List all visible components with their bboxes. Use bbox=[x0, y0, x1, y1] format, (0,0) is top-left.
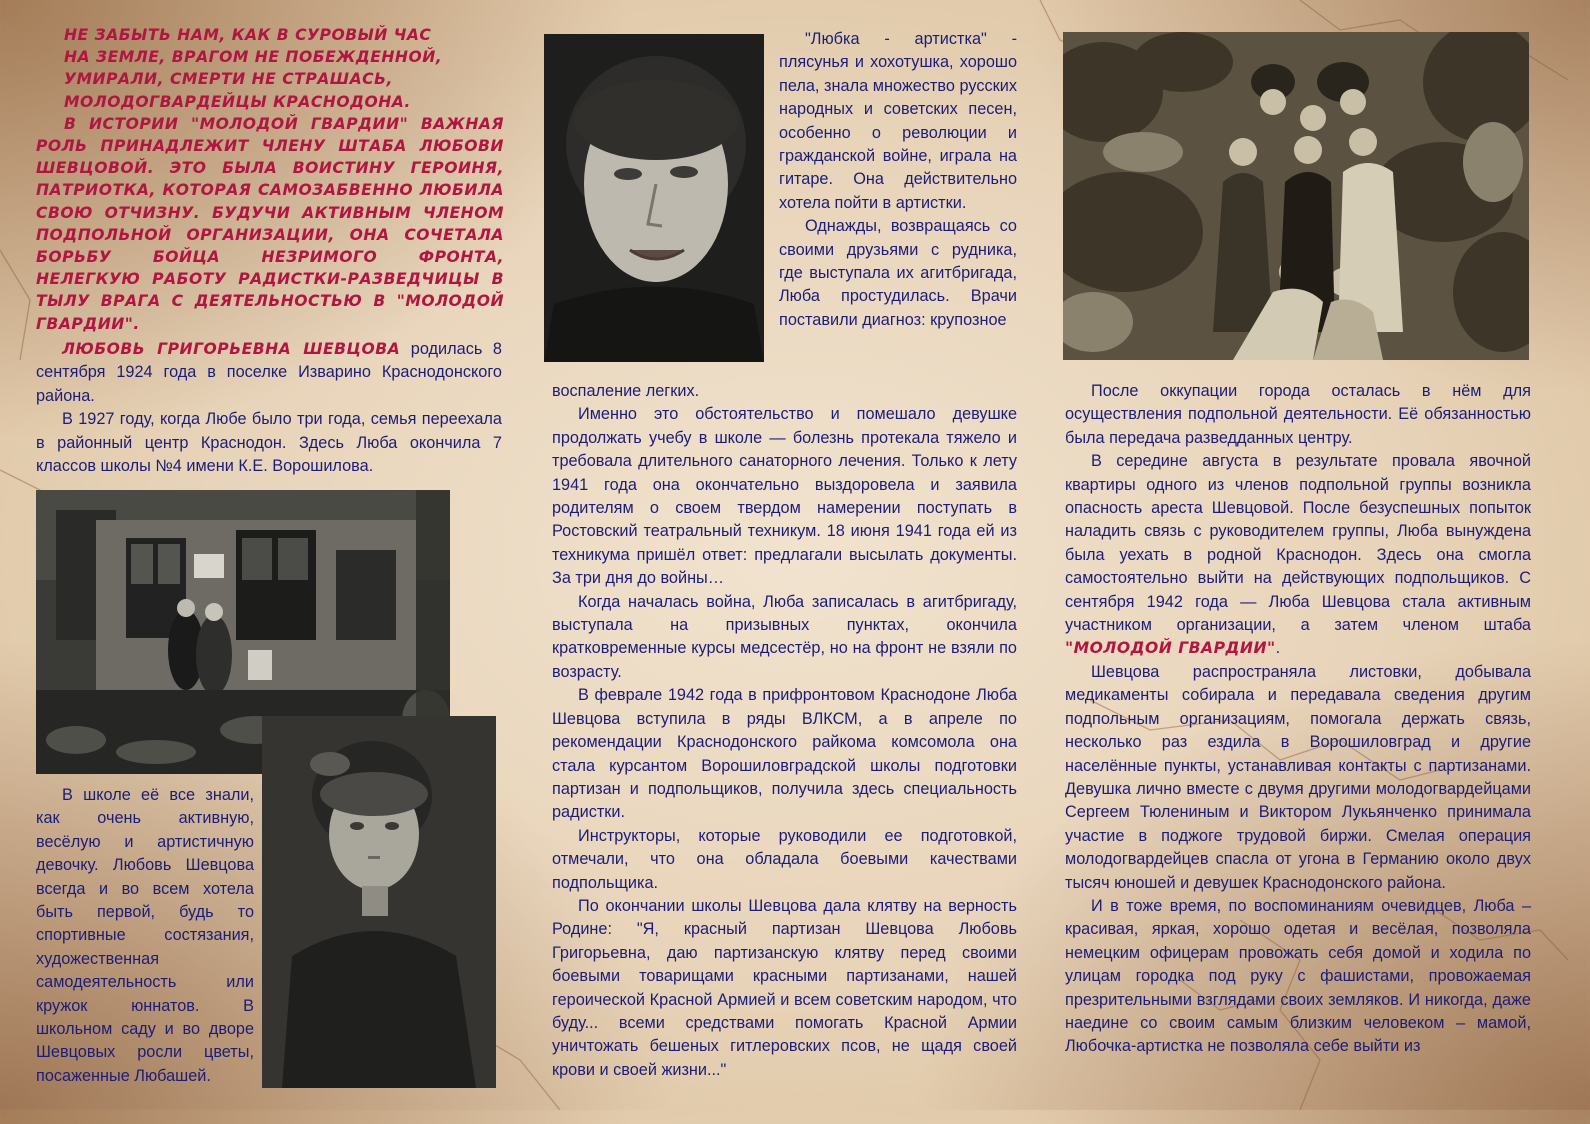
org-name: "МОЛОДОЙ ГВАРДИИ" bbox=[1065, 639, 1276, 658]
col1-top bbox=[36, 338, 502, 478]
poem-line: УМИРАЛИ, СМЕРТИ НЕ СТРАШАСЬ, bbox=[64, 70, 393, 89]
col1-p3: В школе её все знали, как очень активную, весёлую и артистичную девочку. Любовь Шевцова всегда и во всем хотела быть первой, будь то спортивные состязания, художественная самодеятельность или кружок юннатов. В школьном саду и во дворе Шевцовых росли цветы, посаженные Любашей. bbox=[36, 786, 254, 1085]
col2-para: Именно это обстоятельство и помешало девушке продолжать учебу в школе — болезнь протекала тяжело и требовала длительного санаторного лечения. Только к лету 1941 года она окончательно выздоровела и заявила родителям о своем твердом намерении поступать в Ростовский театральный техникум. 18 июня 1941 года ей из техникума пришёл ответ: предлагали высылать документы. За три дня до войны… bbox=[552, 405, 1017, 588]
col3-main bbox=[1065, 380, 1531, 1059]
poem-line: МОЛОДОГВАРДЕЙЦЫ КРАСНОДОНА. bbox=[64, 92, 411, 111]
col3-p2: В середине августа в результате провала явочной квартиры одного из членов подпольной группы возникла опасность ареста Шевцовой. После безуспешных попыток наладить связь с руководителем группы, Люба вынуждена была уехать в родной Краснодон. Здесь она смогла самостоятельно выйти на действующих подпольщиков. С сентября 1942 года — Люба Шевцова стала активным участником организации, а затем членом штаба bbox=[1065, 452, 1531, 635]
hero-name: ЛЮБОВЬ ГРИГОРЬЕВНА ШЕВЦОВА bbox=[62, 340, 401, 358]
col2-para: Инструкторы, которые руководили ее подготовкой, отмечали, что она обладала боевыми качествами подпольщика. bbox=[552, 826, 1017, 892]
col3-p2-end: . bbox=[1275, 639, 1281, 658]
photo-portrait bbox=[544, 34, 764, 362]
poem-line: НА ЗЕМЛЕ, ВРАГОМ НЕ ПОБЕЖДЕННОЙ, bbox=[64, 48, 443, 67]
col2-main bbox=[552, 380, 1017, 1082]
intro-paragraph: В ИСТОРИИ "МОЛОДОЙ ГВАРДИИ" ВАЖНАЯ РОЛЬ ПРИНАДЛЕЖИТ ЧЛЕНУ ШТАБА ЛЮБОВИ ШЕВЦОВОЙ. ЭТО БЫЛА ВОИСТИНУ ГЕРОИНЯ, ПАТРИОТКА, КОТОРАЯ САМОЗАБВЕННО ЛЮБИЛА СВОЮ ОТЧИЗНУ. БУДУЧИ АКТИВНЫМ ЧЛЕНОМ ПОДПОЛЬНОЙ ОРГАНИЗАЦИИ, ОНА СОЧЕТАЛА БОРЬБУ БОЙЦА НЕЗРИМОГО ФРОНТА, НЕЛЕГКУЮ РАБОТУ РАДИСТКИ-РАЗВЕДЧИЦЫ В ТЫЛУ ВРАГА С ДЕЯТЕЛЬНОСТЬЮ В "МОЛОДОЙ ГВАРДИИ". bbox=[36, 114, 504, 333]
col2-side-p2: Однажды, возвращаясь со своими друзьями с рудника, где выступала их агитбригада, Люба простудилась. Врачи поставили диагноз: крупозное bbox=[779, 217, 1017, 329]
col3-p4: И в тоже время, по воспоминаниям очевидцев, Люба – красивая, яркая, хорошо одетая и весёлая, позволяла немецким офицерам провожать себя домой и ходила по улицам городка под руку с фашистами, провожаемая презрительными взглядами своих земляков. И никогда, даже наедине со своим самым близким человеком – мамой, Любочка-артистка не позволяла себе выйти из bbox=[1065, 896, 1531, 1056]
col2-side bbox=[779, 28, 1017, 332]
col2-para: Когда началась война, Люба записалась в агитбригаду, выступала на призывных пунктах, окончила кратковременные курсы медсестёр, но на фронт не взяли по возрасту. bbox=[552, 592, 1017, 681]
col1-bottom bbox=[36, 784, 254, 1088]
photo-group bbox=[1063, 32, 1529, 360]
col2-side-p1: "Любка - артистка" - плясунья и хохотушка, хорошо пела, знала множество русских народных и советских песен, особенно о революции и гражданской войне, играла на гитаре. Она действительно хотела пойти в артистки. bbox=[779, 30, 1017, 212]
col1-p1: родилась 8 сентября 1924 года в поселке Изварино Краснодонского района. bbox=[36, 340, 502, 405]
col3-p1: После оккупации города осталась в нём для осуществления подпольной деятельности. Её обязанностью была передача разведданных центру. bbox=[1065, 382, 1531, 447]
col1-p2: В 1927 году, когда Любе было три года, семья переехала в районный центр Краснодон. Здесь Люба окончила 7 классов школы №4 имени К.Е. Ворошилова. bbox=[36, 410, 502, 476]
photo-child bbox=[262, 716, 496, 1088]
col2-cont: воспаление легких. bbox=[552, 382, 700, 400]
col3-p3: Шевцова распространяла листовки, добывала медикаменты собирала и передавала сведения другим подпольным организациям, помогала держать связь, несколько раз ездила в Ворошиловград и другие населённые пункты, устанавливая контакты с партизанами. Девушка лично вместе с двумя другими молодогвардейцами Сергеем Тюлениным и Виктором Лукьянченко принимала участие в поджоге трудовой биржи. Смелая операция молодогвардейцев спасла от угона в Германию около двух тысяч юношей и девушек Краснодонского района. bbox=[1065, 662, 1531, 892]
poem-line: НЕ ЗАБЫТЬ НАМ, КАК В СУРОВЫЙ ЧАС bbox=[64, 26, 432, 44]
col2-para: По окончании школы Шевцова дала клятву на верность Родине: "Я, красный партизан Шевцова Любовь Григорьевна, даю партизанскую клятву перед своими боевыми товарищами красными партизанами, нашей героической Красной Армией и всем советским народом, что буду... всеми средствами помогать Красной Армии уничтожать бешеных гитлеровских псов, не щадя своей крови и своей жизни..." bbox=[552, 896, 1017, 1079]
intro-block bbox=[36, 24, 504, 335]
col2-para: В феврале 1942 года в прифронтовом Краснодоне Люба Шевцова вступила в ряды ВЛКСМ, а в апреле по рекомендации Краснодонского райкома комсомола она стала курсантом Ворошиловградской школы подготовки партизан и подпольщиков, получила здесь специальность радистки. bbox=[552, 686, 1017, 822]
